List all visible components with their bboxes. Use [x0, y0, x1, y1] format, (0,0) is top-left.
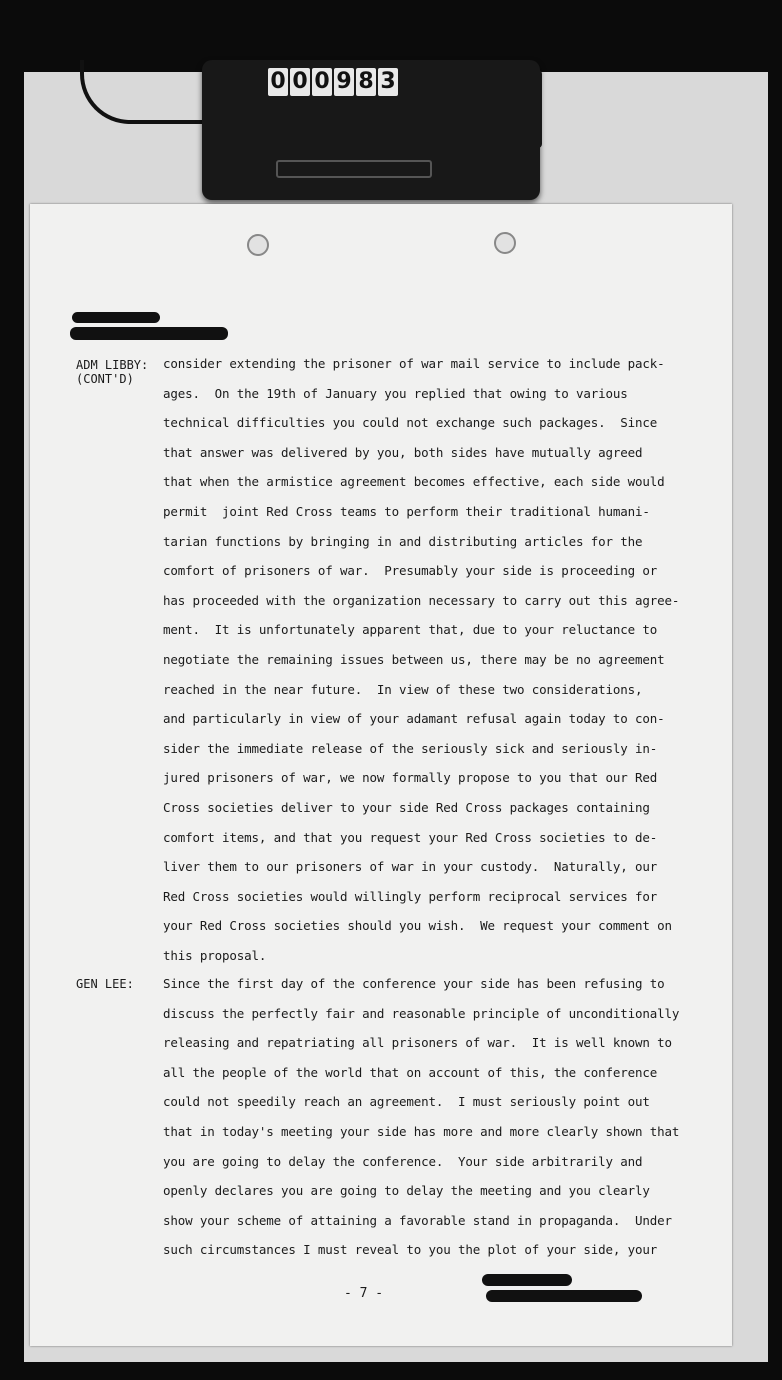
punch-hole	[494, 232, 516, 254]
redaction-bar	[486, 1290, 642, 1302]
text-line: could not speedily reach an agreement. I must seriously point out	[163, 1094, 650, 1110]
page-number: - 7 -	[344, 1286, 384, 1301]
text-line: reached in the near future. In view of these two considerations,	[163, 681, 643, 697]
text-line: that in today's meeting your side has more and more clearly shown that	[163, 1124, 680, 1139]
text-line: tarian functions by bringing in and distributing articles for the	[163, 533, 643, 549]
text-line: ment. It is unfortunately apparent that, due to your reluctance to	[163, 622, 658, 638]
text-line: all the people of the world that on account of this, the conference	[163, 1064, 658, 1080]
speaker-label: GEN LEE:	[76, 977, 134, 991]
frame-counter-digits	[268, 68, 398, 96]
text-line: consider extending the prisoner of war mail service to include pack-	[163, 356, 665, 371]
text-line: jured prisoners of war, we now formally propose to you that our Red	[163, 770, 658, 786]
counter-digit: 9	[334, 68, 354, 96]
text-line: comfort items, and that you request your Red Cross societies to de-	[163, 829, 658, 845]
text-line: you are going to delay the conference. Your side arbitrarily and	[163, 1153, 643, 1169]
text-line: that answer was delivered by you, both sides have mutually agreed	[163, 444, 643, 460]
text-line: openly declares you are going to delay the meeting and you clearly	[163, 1183, 650, 1199]
text-line: permit joint Red Cross teams to perform their traditional humani-	[163, 504, 650, 519]
text-line: comfort of prisoners of war. Presumably your side is proceeding or	[163, 563, 658, 579]
punch-hole	[247, 234, 269, 256]
text-line: show your scheme of attaining a favorable stand in propaganda. Under	[163, 1212, 672, 1228]
text-line: and particularly in view of your adamant refusal again today to con-	[163, 711, 665, 727]
counter-digit: 0	[290, 68, 310, 96]
redaction-bar	[482, 1274, 572, 1286]
text-line: Cross societies deliver to your side Red Cross packages containing	[163, 800, 650, 815]
counter-digit: 0	[312, 68, 332, 96]
counter-digit: 0	[268, 68, 288, 96]
text-line: Red Cross societies would willingly perform reciprocal services for	[163, 888, 658, 904]
text-line: discuss the perfectly fair and reasonable principle of unconditionally	[163, 1005, 680, 1021]
counter-digit: 3	[378, 68, 398, 96]
text-line: sider the immediate release of the seriously sick and seriously in-	[163, 740, 658, 756]
text-line: liver them to our prisoners of war in your custody. Naturally, our	[163, 859, 658, 875]
speaker-label: ADM LIBBY:	[76, 358, 149, 372]
text-line: has proceeded with the organization necessary to carry out this agree-	[163, 592, 680, 608]
text-line: that when the armistice agreement becomes effective, each side would	[163, 474, 665, 490]
counter-digit: 8	[356, 68, 376, 96]
text-line: this proposal.	[163, 948, 267, 963]
speaker-continued-note: (CONT'D)	[76, 372, 134, 386]
text-line: technical difficulties you could not exchange such packages. Since	[163, 415, 658, 431]
text-line: releasing and repatriating all prisoners of war. It is well known to	[163, 1035, 672, 1051]
text-line: Since the first day of the conference your side has been refusing to	[163, 976, 665, 991]
redaction-bar	[72, 312, 160, 323]
counter-slot	[276, 160, 432, 178]
text-line: your Red Cross societies should you wish. We request your comment on	[163, 918, 672, 934]
text-line: ages. On the 19th of January you replied that owing to various	[163, 385, 628, 401]
text-line: negotiate the remaining issues between us, there may be no agreement	[163, 652, 665, 667]
text-line: such circumstances I must reveal to you the plot of your side, your	[163, 1242, 658, 1258]
redaction-bar	[70, 327, 228, 340]
